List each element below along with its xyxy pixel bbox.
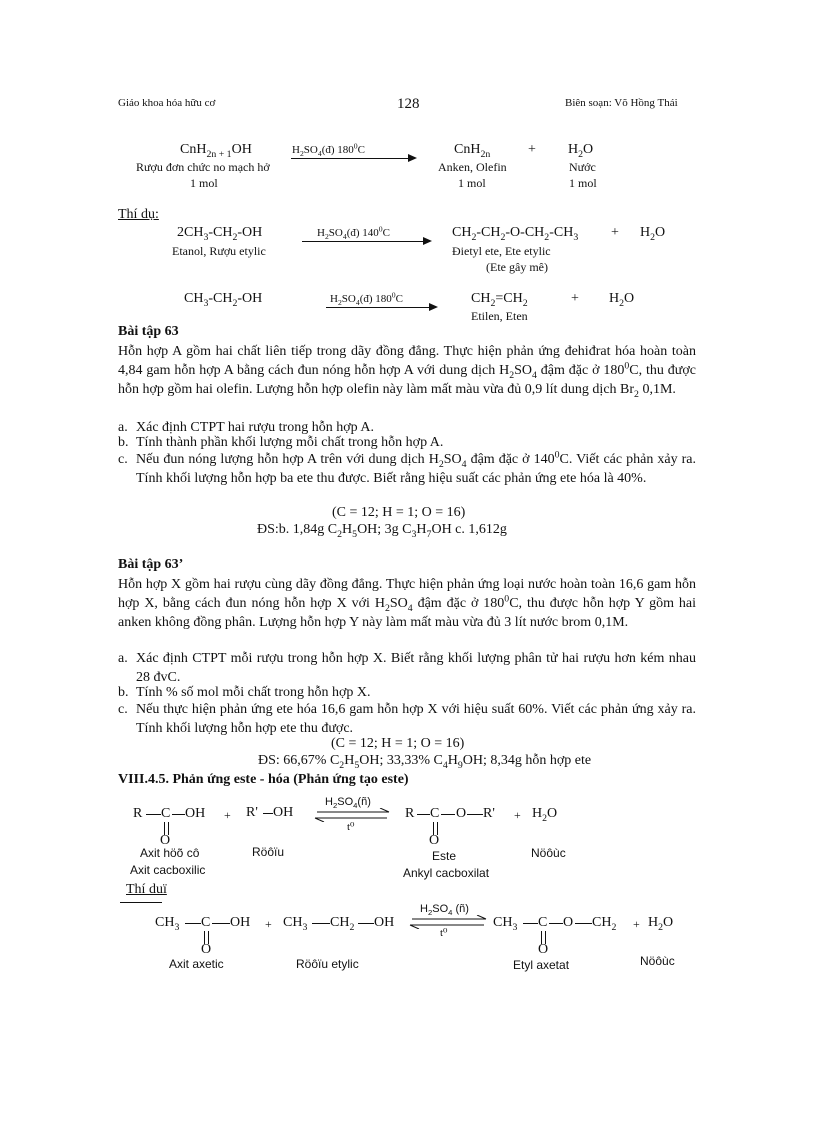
ester-example-p-bond-1 [523,923,538,924]
ester-example-alcohol-name: Röôïu etylic [296,957,359,971]
ester-example-bond-1 [185,923,201,924]
example1-r2-arrowhead [429,303,438,311]
reaction1-product2-name: Nước [569,160,596,174]
example1-r1-condition: $H_2SO_4(đ)$ $140^0C$ [317,224,390,242]
ester-general-p-o: O [429,833,440,848]
ester-example-label-underline [120,902,162,903]
ester-example-plus1: + [265,917,272,931]
example1-r1-product: $CH_2-CH_2-O-CH_2-CH_3$ [452,225,579,243]
exercise63b-item-c-label: c. [118,702,128,717]
example1-r2-product: $CH_2=CH_2$ [471,291,528,309]
ester-example-water: $H_2O$ [648,915,674,933]
reaction1-arrow-line [291,158,409,159]
ester-general-plus2: + [514,808,521,822]
example1-r2-arrow-line [326,307,430,308]
ester-example-oh: OH [230,915,251,930]
ester-example-heat: t⁰ [440,927,448,939]
reaction1-reactant: CnH$_{2n + 1}$OH [180,142,252,160]
ester-example-alc-oh: OH [374,915,395,930]
ester-general-bond-c-oh [172,814,185,815]
ester-example-p-o-link: O [563,915,574,930]
header-left: Giáo khoa hóa hữu cơ [118,97,216,109]
ester-example-bond-2 [212,923,230,924]
ester-example-o: O [201,942,212,957]
reaction1-reactant-amount: 1 mol [190,176,218,190]
exercise63-masses: (C = 12; H = 1; O = 16) [332,505,466,520]
ester-general-ester-name1: Este [432,849,457,863]
exercise63b-item-a-label: a. [118,651,128,666]
exercise63b-item-b-label: b. [118,685,129,700]
reaction1-product2: $H_2O$ [568,142,594,160]
ester-example-c: C [201,915,211,930]
ester-general-p-r: R [405,806,415,821]
ester-general-p-bond-3 [467,814,483,815]
ester-example-equilibrium-arrow [408,915,488,929]
exercise63-intro: Hỗn hợp A gồm hai chất liên tiếp trong dãy đồng đẳng. Thực hiện phản ứng đehiđrat hóa hoàn toàn 4,84 gam hỗn hợp A bằng cách đun nóng hỗn hợp A với dung dịch $H_2SO_4$ đậm đặc ở $180^0C$, thu được hỗn hợp gồm hai olefin. Lượng hỗn hợp olefin này làm mất màu vừa đủ 0,9 lít dung dịch $Br_2$ 0,1M. [118,344,697,400]
exercise63-title: Bài tập 63 [118,324,179,339]
example1-r1-arrowhead [423,237,432,245]
ester-general-acid-name2: Axit cacboxilic [130,863,206,877]
ester-general-oh: OH [185,806,206,821]
page-number: 128 [397,96,420,112]
reaction1-arrowhead [408,154,417,162]
example1-r1-arrow-line [302,241,424,242]
ester-example-ester-name: Etyl axetat [513,958,570,972]
exercise63b-item-a-text: Xác định CTPT mỗi rượu trong hỗn hợp X. Biết rằng khối lượng phân tử hai rượu hơn kém nhau 28 đvC. [136,651,696,685]
example1-r2-reactant: $CH_3-CH_2-OH$ [184,291,263,309]
example1-r2-plus: + [571,291,579,306]
ester-example-alc-bond-1 [312,923,330,924]
ester-general-alcohol-oh: OH [273,805,294,820]
ester-example-alc-ch3: $CH_3$ [283,915,308,933]
exercise63-item-b-text: Tính thành phần khối lượng mỗi chất trong hỗn hợp A. [136,435,444,450]
example1-r1-water: $H_2O$ [640,225,666,243]
example1-r1-reactant: $2CH_3-CH_2-OH$ [177,225,263,243]
ester-general-plus1: + [224,808,231,822]
ester-general-alcohol-name: Röôïu [252,845,285,859]
ester-general-ester-name2: Ankyl cacboxilat [403,866,490,880]
section-title: VIII.4.5. Phản ứng este - hóa (Phản ứng tạo este) [118,772,409,787]
example1-label: Thí dụ: [118,207,159,222]
exercise63-item-c-text: Nếu đun nóng lượng hỗn hợp A trên với dung dịch $H_2SO_4$ đậm đặc ở $140^0C$. Viết các phản xảy ra. Tính khối lượng hỗn hợp ba ete thu được. Biết rằng hiệu suất các phản ứng ete hóa là 40%. [136,449,696,486]
ester-general-p-o-link: O [456,806,467,821]
exercise63-item-b-label: b. [118,435,129,450]
ester-example-water-name: Nöôùc [640,954,675,968]
ester-example-p-c: C [538,915,548,930]
ester-general-p-r2: R' [483,806,495,821]
ester-example-p-bond-2 [549,923,563,924]
ester-general-p-bond-1 [417,814,430,815]
exercise63-answer: ĐS:b. 1,84g $C_2H_5OH$; 3g $C_3H_7OH$ c. 1,612g [257,522,507,540]
reaction1-product1-amount: 1 mol [458,176,486,190]
ester-general-p-c: C [430,806,440,821]
exercise63-item-a-text: Xác định CTPT hai rượu trong hỗn hợp A. [136,420,374,435]
exercise63b-item-c-text: Nếu thực hiện phản ứng ete hóa 16,6 gam hỗn hợp X với hiệu suất 60%. Viết các phản ứng xảy ra. Tính khối lượng hỗn hợp ete thu được. [136,702,696,736]
ester-example-p-ch2: $CH_2$ [592,915,617,933]
example1-r1-plus: + [611,225,619,240]
example1-r1-product-name: Đietyl ete, Ete etylic [452,244,551,258]
exercise63-item-c-label: c. [118,452,128,467]
ester-general-water: $H_2O$ [532,806,558,824]
ester-general-catalyst: $H_2SO_4(ñ)$ [325,796,371,811]
ester-general-heat: t⁰ [347,821,355,833]
ester-general-water-name: Nöôùc [531,846,566,860]
ester-example-p-ch3: $CH_3$ [493,915,518,933]
ester-general-equilibrium-arrow [313,808,391,822]
ester-general-acid-name1: Axit höõ cô [140,846,200,860]
ester-example-label: Thí duï [126,882,167,897]
example1-r2-water: $H_2O$ [609,291,635,309]
ester-example-p-bond-3 [575,923,592,924]
ester-example-alc-ch2: $CH_2$ [330,915,355,933]
ester-general-c: C [161,806,171,821]
exercise63b-item-b-text: Tính % số mol mỗi chất trong hỗn hợp X. [136,685,371,700]
example1-r1-product-note: (Ete gây mê) [486,260,548,274]
ester-general-p-bond-2 [441,814,455,815]
ester-example-ch3: $CH_3$ [155,915,180,933]
reaction1-reactant-name: Rượu đơn chức no mạch hở [136,160,270,174]
reaction1-condition: $H_2SO_4(đ)$ $180^0C$ [292,141,365,159]
ester-example-p-o: O [538,942,549,957]
ester-example-alc-bond-2 [358,923,374,924]
header-right: Biên soạn: Võ Hồng Thái [565,97,678,109]
reaction1-product1: CnH$_{2n}$ [454,142,491,160]
reaction1-product1-name: Anken, Olefin [438,160,507,174]
reaction1-product2-amount: 1 mol [569,176,597,190]
ester-general-o: O [160,833,171,848]
ester-general-bond-r-c [146,814,161,815]
reaction1-plus: + [528,142,536,157]
exercise63b-title: Bài tập 63’ [118,557,184,572]
exercise63b-masses: (C = 12; H = 1; O = 16) [331,736,465,751]
ester-general-r: R [133,806,143,821]
exercise63b-answer: ĐS: 66,67% $C_2H_5OH$; 33,33% $C_4H_9OH$; 8,34g hỗn hợp ete [258,753,592,771]
ester-example-catalyst: $H_2SO_4$ (ñ) [420,903,469,918]
example1-r1-reactant-name: Etanol, Rượu etylic [172,244,266,258]
ester-general-bond-alcohol [263,813,273,814]
example1-r2-product-name: Etilen, Eten [471,309,528,323]
exercise63b-intro: Hỗn hợp X gồm hai rượu cùng dãy đồng đẳng. Thực hiện phản ứng loại nước hoàn toàn 16,6 gam hỗn hợp X, bằng cách đun nóng hỗn hợp X với $H_2SO_4$ đậm đặc ở $180^0C$, thu được hỗn hợp Y gồm hai anken không đồng phân. Lượng hỗn hợp Y này làm mất màu vừa đủ 3 lít nước brom 0,1M. [118,577,696,630]
exercise63-item-a-label: a. [118,420,128,435]
example1-r2-condition: $H_2SO_4(đ)$ $180^0C$ [330,290,403,308]
ester-general-alcohol: R' [246,805,258,820]
ester-example-plus2: + [633,917,640,931]
ester-example-acid-name: Axit axetic [169,957,224,971]
